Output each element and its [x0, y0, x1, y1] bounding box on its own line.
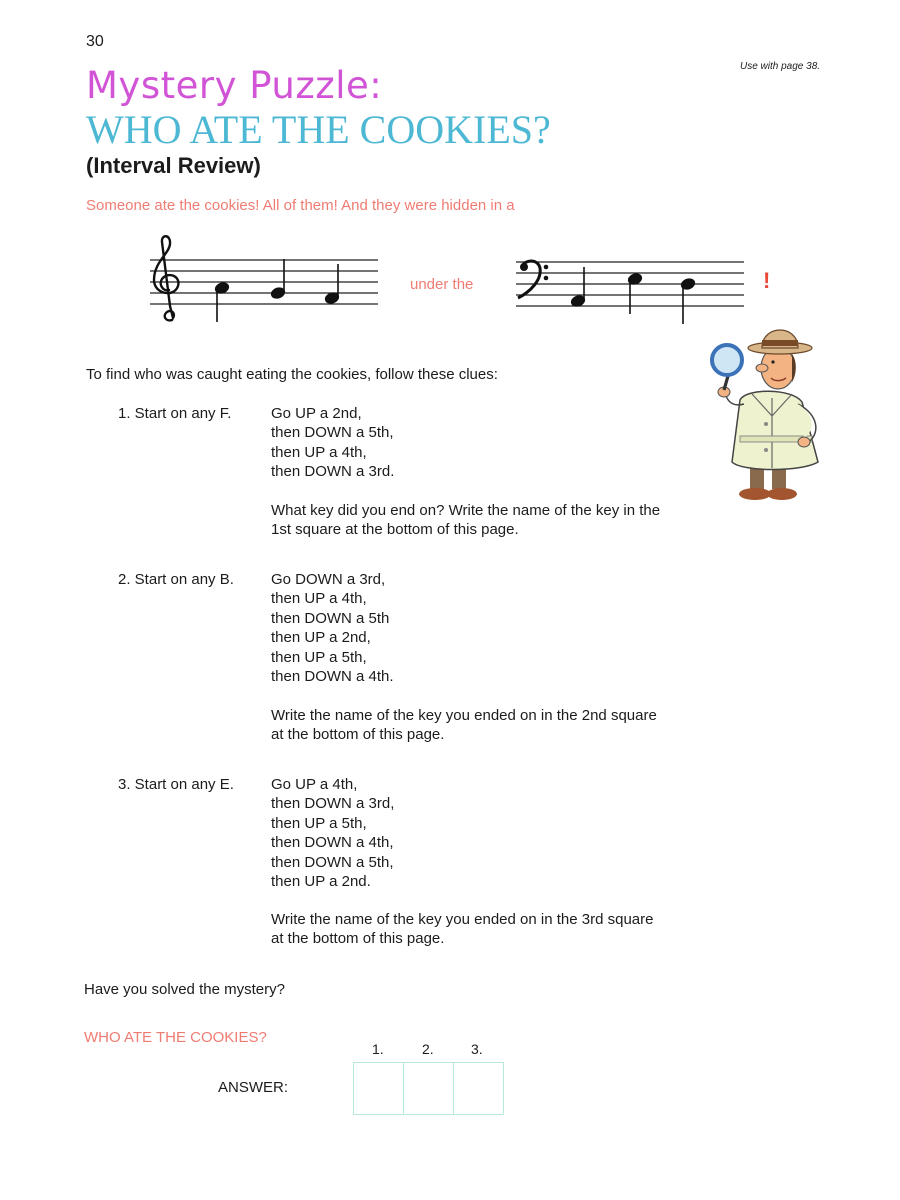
- clue-3-step: then DOWN a 5th,: [271, 853, 394, 871]
- title-mystery-puzzle: Mystery Puzzle:: [86, 64, 383, 107]
- clue-1-label: 1. Start on any F.: [118, 405, 232, 422]
- answer-number-2: 2.: [422, 1041, 434, 1057]
- clue-1-step: then UP a 4th,: [271, 443, 367, 461]
- answer-box-1[interactable]: [354, 1063, 404, 1114]
- subtitle-interval-review: (Interval Review): [86, 153, 261, 178]
- treble-clef-icon: [154, 236, 178, 320]
- who-ate-question: WHO ATE THE COOKIES?: [84, 1029, 267, 1046]
- clue-2-steps: [271, 570, 394, 686]
- clue-1-step: Go UP a 2nd,: [271, 405, 362, 422]
- clue-1-followup-line: What key did you end on? Write the name of the key in the: [271, 502, 661, 519]
- answer-label: ANSWER:: [218, 1079, 289, 1096]
- clue-1-step: then DOWN a 3rd.: [271, 463, 395, 481]
- intro-text: Someone ate the cookies! All of them! And they were hidden in a: [86, 197, 515, 214]
- answer-box-3[interactable]: [454, 1063, 503, 1114]
- title-who-ate-cookies: WHO ATE THE COOKIES?: [86, 107, 551, 152]
- clue-3-step: Go UP a 4th,: [271, 776, 358, 793]
- bass-clef-icon: [518, 261, 548, 298]
- clue-2-step: then UP a 2nd,: [271, 629, 371, 647]
- under-the-label: under the: [410, 276, 474, 293]
- exclamation-mark: !: [763, 268, 771, 293]
- treble-notes: [214, 259, 339, 322]
- answer-number-3: 3.: [471, 1041, 483, 1057]
- clue-2-step: then DOWN a 5th: [271, 609, 390, 627]
- clue-3-steps: [271, 775, 394, 891]
- clue-3-followup: [271, 910, 653, 949]
- clue-3-step: then DOWN a 4th,: [271, 834, 394, 852]
- clue-3-followup-line: Write the name of the key you ended on in the 3rd square: [271, 911, 654, 928]
- answer-boxes: [353, 1062, 504, 1115]
- clue-3-step: then DOWN a 3rd,: [271, 795, 395, 813]
- clue-2-step: then DOWN a 4th.: [271, 667, 394, 685]
- page-number: 30: [86, 33, 104, 50]
- clue-2-followup-line: at the bottom of this page.: [271, 726, 445, 744]
- clue-3-step: then UP a 2nd.: [271, 872, 371, 890]
- clue-1-followup: [271, 501, 660, 540]
- treble-staff: [140, 232, 380, 327]
- clue-2-label: 2. Start on any B.: [118, 571, 234, 588]
- clue-2-followup-line: Write the name of the key you ended on in the 2nd square: [271, 707, 657, 724]
- clue-1-followup-line: 1st square at the bottom of this page.: [271, 521, 519, 539]
- instruction-text: To find who was caught eating the cookies, follow these clues:: [86, 366, 498, 383]
- clue-1-steps: [271, 404, 394, 482]
- use-with-note: Use with page 38.: [740, 61, 821, 72]
- clue-2-step: Go DOWN a 3rd,: [271, 571, 386, 588]
- clue-2-step: then UP a 4th,: [271, 590, 367, 608]
- clue-2-step: then UP a 5th,: [271, 648, 367, 666]
- clue-1-step: then DOWN a 5th,: [271, 424, 394, 442]
- detective-illustration: [700, 318, 835, 513]
- clue-3-label: 3. Start on any E.: [118, 776, 234, 793]
- answer-box-2[interactable]: [404, 1063, 454, 1114]
- clue-3-step: then UP a 5th,: [271, 814, 367, 832]
- answer-number-1: 1.: [372, 1041, 384, 1057]
- clue-3-followup-line: at the bottom of this page.: [271, 930, 445, 948]
- solve-question: Have you solved the mystery?: [84, 981, 285, 998]
- clue-2-followup: [271, 706, 657, 745]
